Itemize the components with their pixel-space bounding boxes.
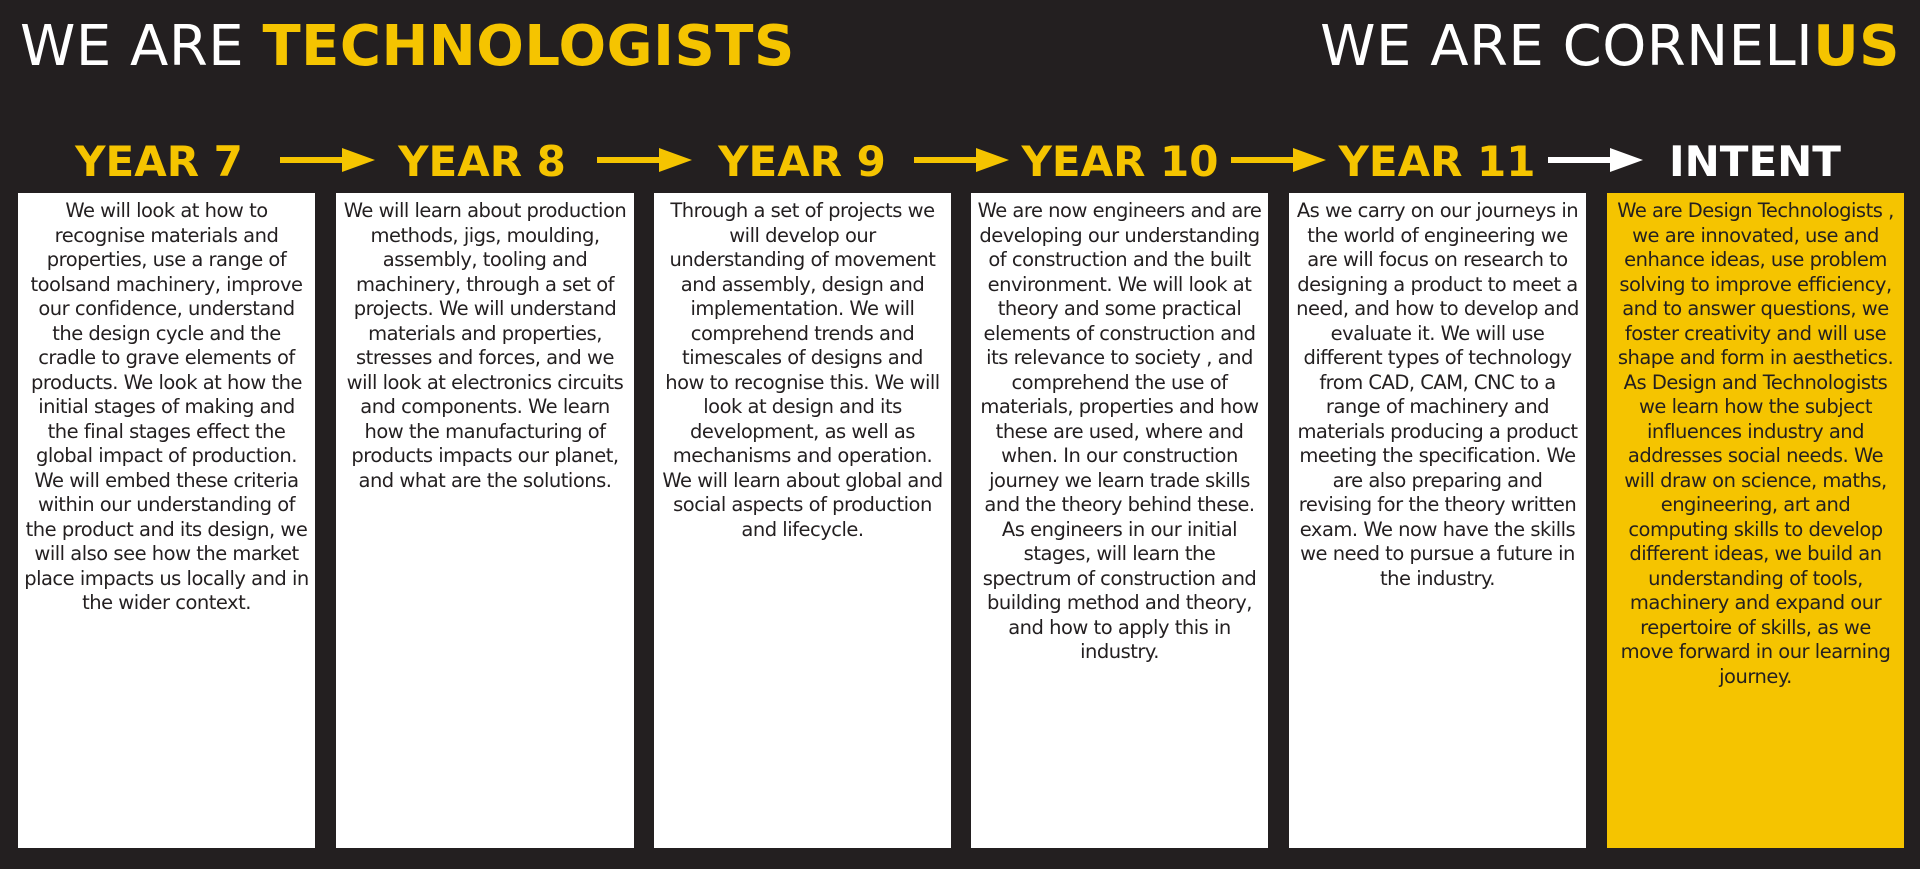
arrow-right-icon <box>280 148 375 172</box>
year-9-text: Through a set of projects we will develop our understanding of movement and assembly, design and implementation. We will comprehend trends and timescales of designs and how to recognise this. We will look at design and its development, as well as mechanisms and operation. We will learn about global and social aspects of production and lifecycle. <box>662 199 943 541</box>
header-title-right <box>1320 12 1900 82</box>
intent-title: INTENT <box>1669 137 1841 186</box>
year-7-panel <box>18 193 315 848</box>
header-title-left <box>20 12 795 82</box>
year-10-text: We are now engineers and are developing our understanding of construction and the built environment. We will look at theory and some practical elements of construction and its relevance to society , and comprehend the use of materials, properties and how these are used, where and when. In our construction journey we learn trade skills and the theory behind these. As engineers in our initial stages, will learn the spectrum of construction and building method and theory, and how to apply this in industry. <box>977 199 1262 663</box>
year-8-panel <box>336 193 634 848</box>
header-right-emphasis: US <box>1813 14 1900 79</box>
arrow-right-icon <box>1231 148 1326 172</box>
arrow-right-icon <box>1548 148 1643 172</box>
arrow-right-icon <box>914 148 1009 172</box>
year-11-panel <box>1289 193 1586 848</box>
year-8-title: YEAR 8 <box>398 137 566 186</box>
intent-panel <box>1607 193 1904 848</box>
year-7-title: YEAR 7 <box>75 137 243 186</box>
header-left-emphasis: TECHNOLOGISTS <box>262 14 795 79</box>
header-left-prefix: WE ARE <box>20 14 263 79</box>
year-8-text: We will learn about production methods, jigs, moulding, assembly, tooling and machinery, through a set of projects. We will understand materials and properties, stresses and forces, and we will look at electronics circuits and components. We learn how the manufacturing of products impacts our planet, and what are the solutions. <box>343 199 627 492</box>
year-11-text: As we carry on our journeys in the world of engineering we are will focus on research to designing a product to meet a need, and how to develop and evaluate it. We will use different types of technology from CAD, CAM, CNC to a range of machinery and materials producing a product meeting the specification. We are also preparing and revising for the theory written exam. We now have the skills we need to pursue a future in the industry. <box>1296 199 1579 590</box>
arrow-right-icon <box>597 148 692 172</box>
intent-text: We are Design Technologists , we are innovated, use and enhance ideas, use problem solving to improve efficiency, and to answer questions, we foster creativity and will use shape and form in aesthetics. As Design and Technologists we learn how the subject influences industry and addresses social needs. We will draw on science, maths, engineering, art and computing skills to develop different ideas, we build an understanding of tools, machinery and expand our repertoire of skills, as we move forward in our learning journey. <box>1617 199 1894 688</box>
year-9-title: YEAR 9 <box>718 137 886 186</box>
year-10-panel <box>971 193 1268 848</box>
year-11-title: YEAR 11 <box>1338 137 1536 186</box>
header-right-prefix: WE ARE CORNELI <box>1320 14 1814 79</box>
year-10-title: YEAR 10 <box>1021 137 1219 186</box>
year-9-panel <box>654 193 951 848</box>
year-7-text: We will look at how to recognise materials and properties, use a range of toolsand machinery, improve our confidence, understand the design cycle and the cradle to grave elements of products. We look at how the initial stages of making and the final stages effect the global impact of production. We will embed these criteria within our understanding of the product and its design, we will also see how the market place impacts us locally and in the wider context. <box>24 199 309 614</box>
